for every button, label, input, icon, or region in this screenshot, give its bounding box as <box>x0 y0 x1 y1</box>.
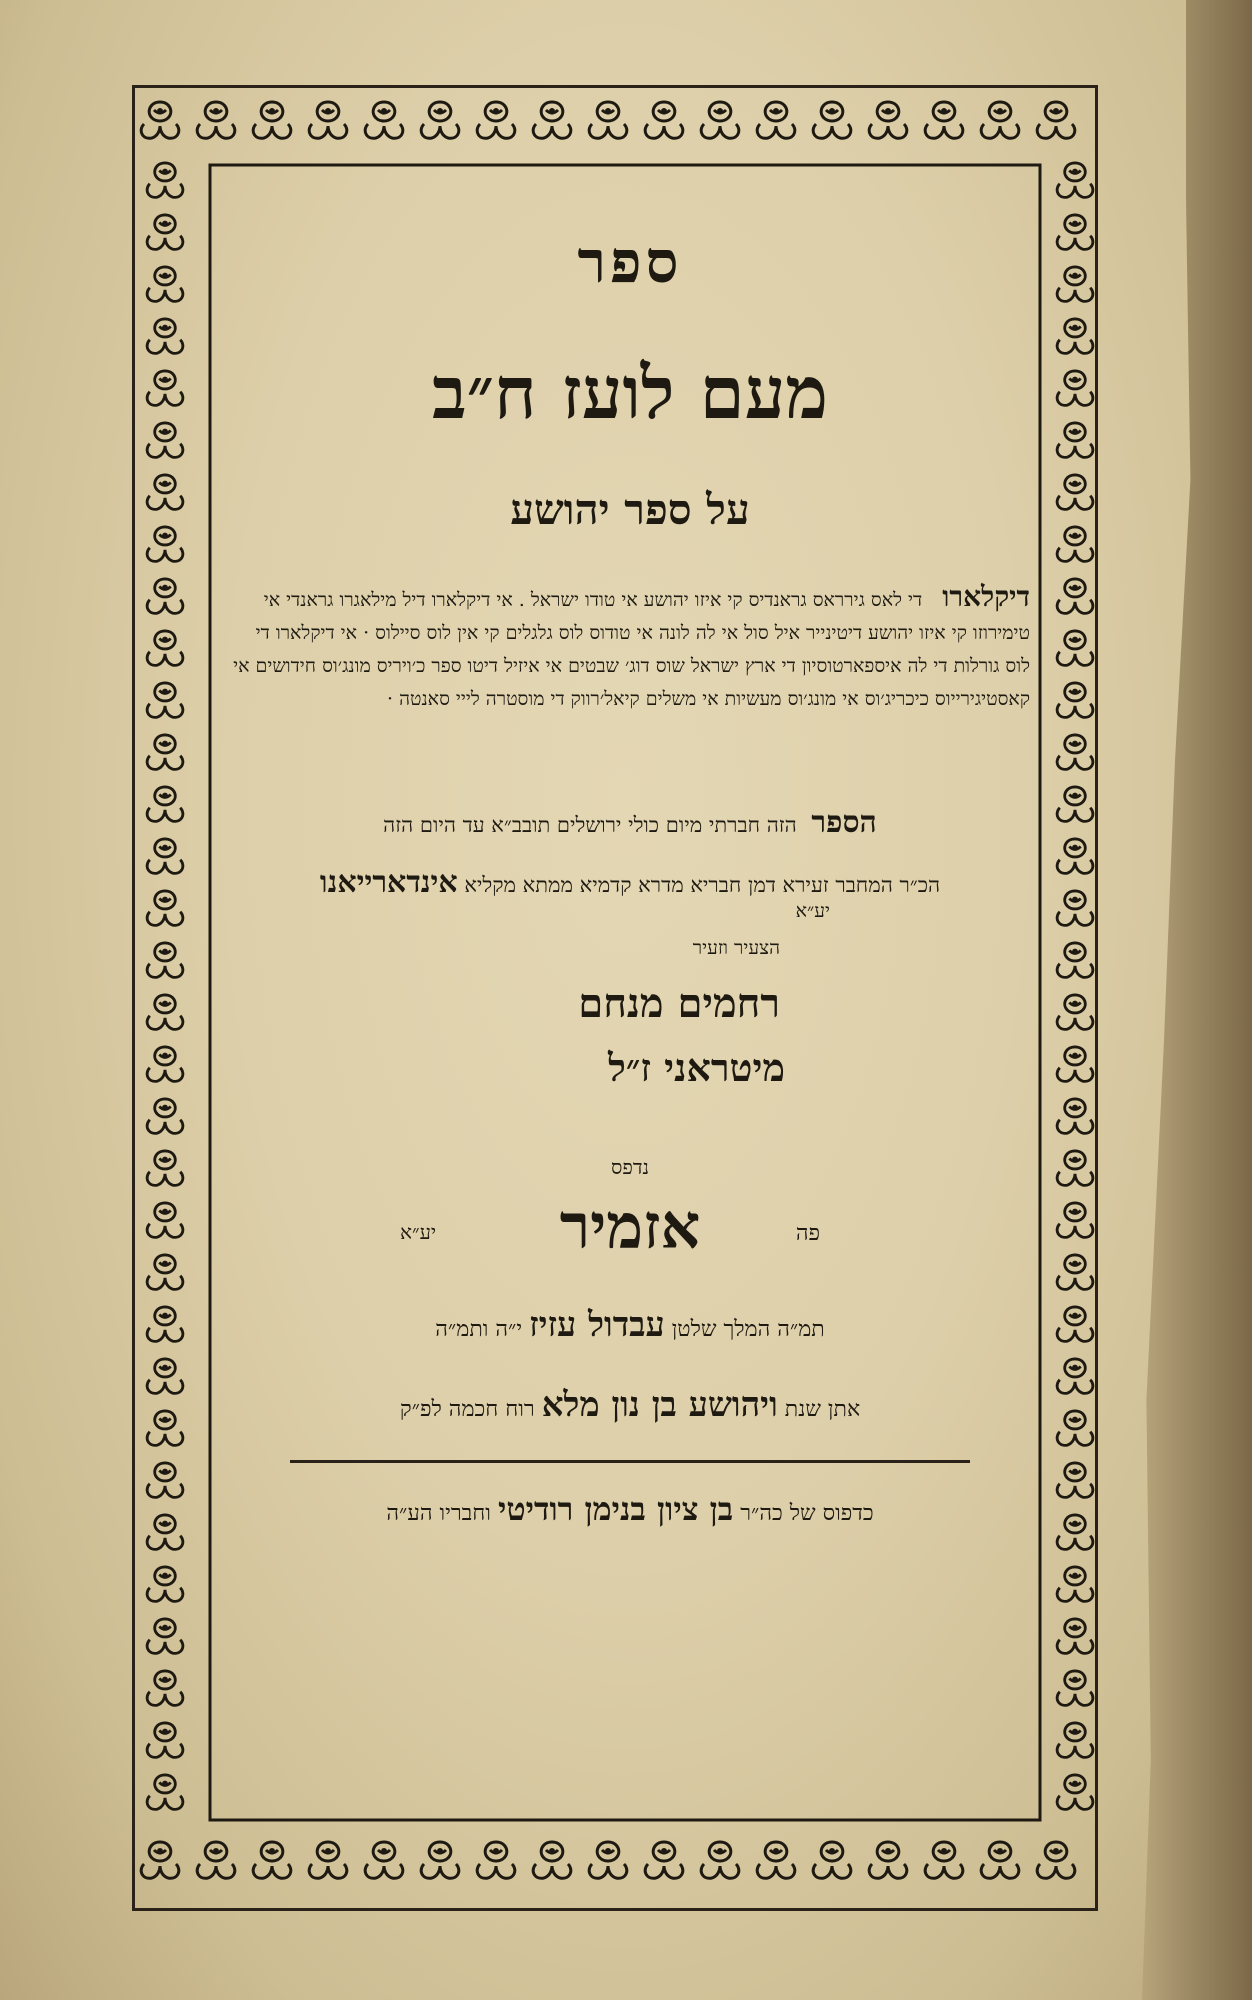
fleuron-icon <box>147 423 183 457</box>
fleuron-icon <box>1057 1463 1093 1497</box>
fleuron-icon <box>1057 1619 1093 1653</box>
fleuron-icon <box>813 102 851 138</box>
fleuron-icon <box>589 1842 627 1878</box>
fleuron-icon <box>1057 1359 1093 1393</box>
fleuron-icon <box>1057 423 1093 457</box>
fleuron-icon <box>147 631 183 665</box>
fleuron-icon <box>1057 631 1093 665</box>
intro-paragraph <box>230 580 1030 716</box>
fleuron-icon <box>147 163 183 197</box>
intro-body-text: די לאס גירראס גראנדיס קי איזו יהושע אי טודו ישראל . אי דיקלארו דיל מילאגרו גראנדי אי טימירוזו קי איזו יהושע דיטינייר איל סול אי לה לונה אי טודוס לוס גלגלים קי אין לוס סיילוס · אי דיקלארו די לוס גורלות די לה איספארטוסיון די ארץ ישראל שוס דוג׳ שבטים אי איזיל דיטו ספר כ׳ויריס מונג׳וס חידושים אי קאסטיגירייוס כיכריג׳וס אי מונג׳וס מעשיות אי משלים קיאל׳רווק די מוסטרה לייי סאנטה · <box>233 589 1030 710</box>
printer-name: בן ציון בנימן רודיטי <box>497 1490 734 1528</box>
fleuron-icon <box>1057 163 1093 197</box>
fleuron-icon <box>147 1515 183 1549</box>
fleuron-icon <box>147 891 183 925</box>
fleuron-icon <box>1057 1099 1093 1133</box>
fleuron-icon <box>757 102 795 138</box>
book-subtitle: על ספר יהושע <box>510 485 750 534</box>
here-label: פה <box>795 1221 820 1246</box>
fleuron-icon <box>1057 527 1093 561</box>
fleuron-icon <box>1057 1671 1093 1705</box>
fleuron-icon <box>1057 683 1093 717</box>
fleuron-icon <box>309 1842 347 1878</box>
fleuron-icon <box>147 1775 183 1809</box>
fleuron-icon <box>1057 1515 1093 1549</box>
fleuron-icon <box>645 1842 683 1878</box>
fleuron-icon <box>1057 1307 1093 1341</box>
fleuron-icon <box>1057 1411 1093 1445</box>
fleuron-icon <box>147 267 183 301</box>
fleuron-icon <box>757 1842 795 1878</box>
fleuron-icon <box>147 1463 183 1497</box>
fleuron-icon <box>309 102 347 138</box>
fleuron-icon <box>1057 891 1093 925</box>
fleuron-icon <box>147 371 183 405</box>
fleuron-icon <box>141 1842 179 1878</box>
fleuron-icon <box>1057 1723 1093 1757</box>
year-pre: אתן שנת <box>784 1397 861 1422</box>
reign-post: י״ה ותמ״ה <box>435 1317 523 1342</box>
fleuron-icon <box>1057 1567 1093 1601</box>
city-blessing: יע״א <box>400 1220 437 1244</box>
fleuron-icon <box>147 579 183 613</box>
author-line-tail: יע״א <box>795 900 830 922</box>
fleuron-icon <box>253 102 291 138</box>
fleuron-icon <box>1057 787 1093 821</box>
fleuron-icon <box>147 1723 183 1757</box>
humble-label: הצעיר וזעיר <box>692 937 780 959</box>
year-post: לפ״ק <box>399 1397 442 1422</box>
divider-rule <box>290 1460 970 1463</box>
fleuron-icon <box>365 102 403 138</box>
fleuron-icon <box>1057 371 1093 405</box>
fleuron-icon <box>1037 102 1075 138</box>
fleuron-icon <box>925 1842 963 1878</box>
year-line <box>230 1385 1030 1425</box>
fleuron-icon <box>1057 1775 1093 1809</box>
fleuron-icon <box>477 102 515 138</box>
author-first-name: רחמים מנחם <box>578 980 780 1027</box>
fleuron-icon <box>1057 839 1093 873</box>
fleuron-icon <box>1057 1255 1093 1289</box>
fleuron-icon <box>197 102 235 138</box>
fleuron-icon <box>147 1359 183 1393</box>
fleuron-icon <box>1057 1151 1093 1185</box>
fleuron-icon <box>147 735 183 769</box>
fleuron-icon <box>147 995 183 1029</box>
fleuron-icon <box>147 1255 183 1289</box>
fleuron-icon <box>147 475 183 509</box>
fleuron-icon <box>147 1411 183 1445</box>
fleuron-icon <box>147 787 183 821</box>
author-line <box>230 865 1030 900</box>
fleuron-icon <box>1057 995 1093 1029</box>
fleuron-icon <box>477 1842 515 1878</box>
city-name: אזמיר <box>559 1190 701 1263</box>
fleuron-icon <box>589 102 627 138</box>
fleuron-icon <box>147 839 183 873</box>
fleuron-icon <box>421 1842 459 1878</box>
fleuron-icon <box>365 1842 403 1878</box>
printer-post: וחבריו הע״ה <box>386 1501 491 1526</box>
fleuron-icon <box>197 1842 235 1878</box>
fleuron-icon <box>421 102 459 138</box>
printer-line <box>230 1490 1030 1528</box>
fleuron-icon <box>1057 267 1093 301</box>
fleuron-icon <box>1057 579 1093 613</box>
fleuron-icon <box>147 1099 183 1133</box>
fleuron-icon <box>645 102 683 138</box>
fleuron-icon <box>253 1842 291 1878</box>
fleuron-icon <box>147 319 183 353</box>
fleuron-icon <box>925 102 963 138</box>
fleuron-icon <box>1057 319 1093 353</box>
year-mid: רוח חכמה <box>448 1397 535 1422</box>
fleuron-icon <box>147 1567 183 1601</box>
book-title: מעם לועז ח״ב <box>431 350 829 435</box>
fleuron-icon <box>141 102 179 138</box>
author-last-name: מיטראני ז״ל <box>608 1045 785 1090</box>
author-line-text: הכ״ר המחבר זעירא דמן חבריא מדרא קדמיא ממתא מקליא <box>464 873 941 897</box>
book-line-head: הספר <box>811 805 877 840</box>
fleuron-icon <box>147 1151 183 1185</box>
fleuron-icon <box>533 102 571 138</box>
fleuron-icon <box>147 683 183 717</box>
fleuron-icon <box>1057 1047 1093 1081</box>
fleuron-icon <box>1057 1203 1093 1237</box>
fleuron-icon <box>701 102 739 138</box>
title-text-area <box>230 200 1030 1620</box>
author-origin-name: אינדארייאנו <box>319 865 458 900</box>
fleuron-icon <box>1057 735 1093 769</box>
fleuron-icon <box>1037 1842 1075 1878</box>
fleuron-icon <box>147 1671 183 1705</box>
year-chronogram: ויהושע בן נון מלא <box>541 1385 778 1425</box>
fleuron-icon <box>147 527 183 561</box>
fleuron-icon <box>147 1307 183 1341</box>
fleuron-icon <box>1057 475 1093 509</box>
fleuron-icon <box>1057 215 1093 249</box>
reign-pre: תמ״ה המלך שלטן <box>671 1317 825 1342</box>
fleuron-icon <box>981 1842 1019 1878</box>
printed-label: נדפס <box>611 1155 649 1179</box>
book-line <box>230 805 1030 840</box>
intro-head-word: דיקלארו <box>942 580 1030 613</box>
fleuron-icon <box>813 1842 851 1878</box>
reign-line <box>230 1305 1030 1345</box>
fleuron-icon <box>147 1203 183 1237</box>
printer-pre: כדפוס של כה״ר <box>740 1501 874 1526</box>
fleuron-icon <box>147 943 183 977</box>
fleuron-icon <box>701 1842 739 1878</box>
sefer-label: ספר <box>577 228 683 296</box>
fleuron-icon <box>1057 943 1093 977</box>
sultan-name: עבדול עזיז <box>529 1305 665 1345</box>
fleuron-icon <box>147 1619 183 1653</box>
fleuron-icon <box>147 1047 183 1081</box>
fleuron-icon <box>147 215 183 249</box>
fleuron-icon <box>869 1842 907 1878</box>
fleuron-icon <box>869 102 907 138</box>
fleuron-icon <box>981 102 1019 138</box>
fleuron-icon <box>533 1842 571 1878</box>
book-line-text: הזה חברתי מיום כולי ירושלים תובב״א עד היום הזה <box>383 813 797 837</box>
